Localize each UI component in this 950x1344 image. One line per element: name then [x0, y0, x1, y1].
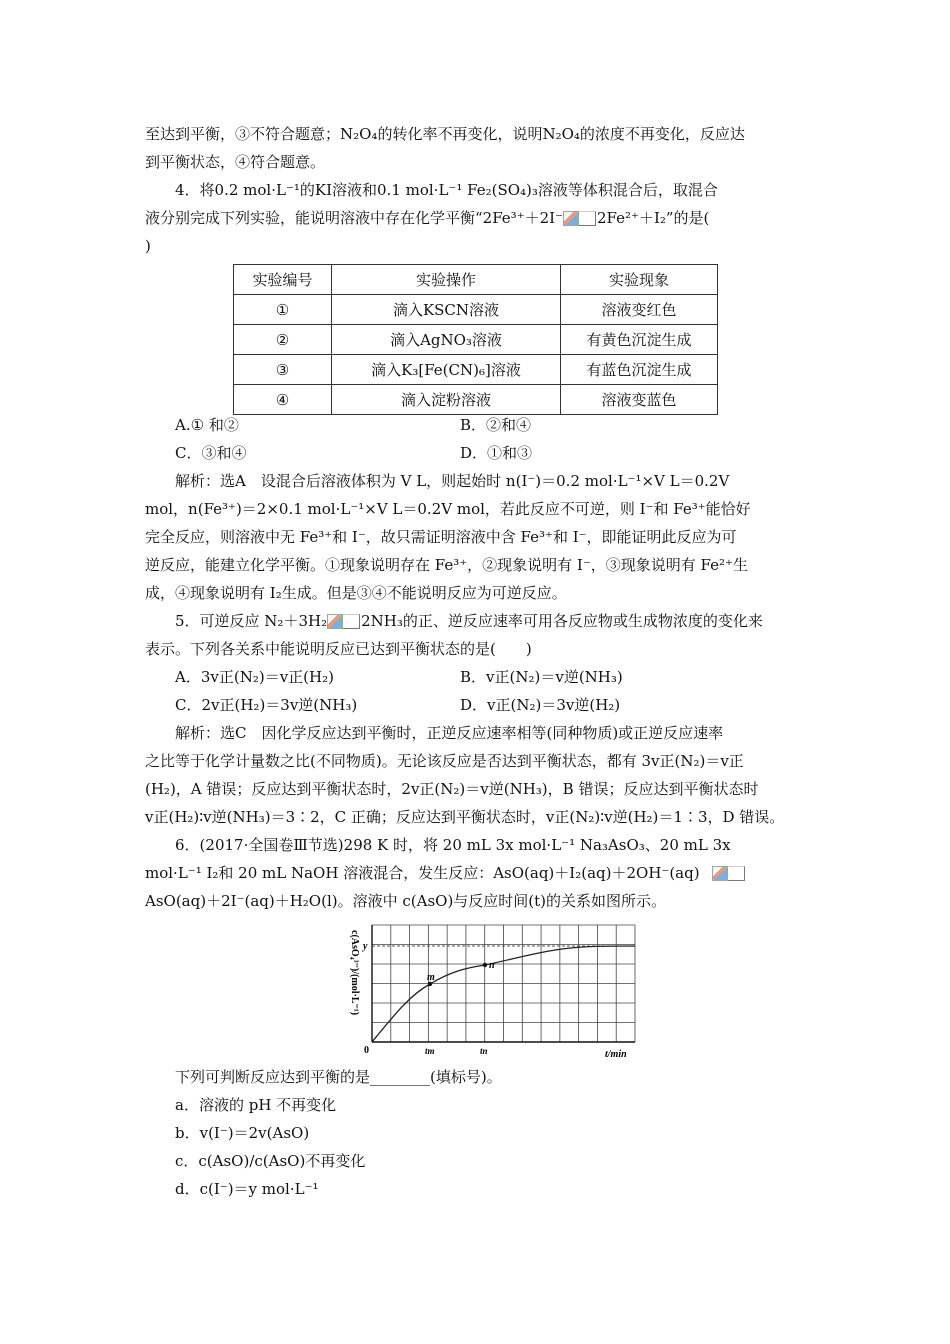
text-line: 之比等于化学计量数之比(不同物质)。无论该反应是否达到平衡状态，都有 3v正(N₂)＝v正	[145, 752, 744, 770]
text-span: 2NH₃的正、逆反应速率可用各反应物或生成物浓度的变化来	[361, 612, 763, 630]
chart-grid	[372, 925, 635, 1042]
table-row	[234, 385, 718, 415]
table-cell: 滴入淀粉溶液	[332, 385, 561, 415]
text-line: mol，n(Fe³⁺)＝2×0.1 mol·L⁻¹×V L＝0.2V mol，若此反应不可逆，则 I⁻和 Fe³⁺能恰好	[145, 500, 751, 518]
table-row	[234, 295, 718, 325]
solution-5: 解析：选C 因化学反应达到平衡时，正逆反应速率相等(同种物质)或正逆反应速率	[175, 724, 724, 742]
table-header: 实验操作	[332, 265, 561, 295]
table-row	[234, 325, 718, 355]
origin-label: 0	[364, 1045, 369, 1056]
table-header: 实验现象	[561, 265, 718, 295]
y-axis-label: c(AsO₄³⁻)/(mol·L⁻¹)	[349, 930, 360, 1016]
text-line: 完全反应，则溶液中无 Fe³⁺和 I⁻，故只需证明溶液中含 Fe³⁺和 I⁻，即能证明此反应为可	[145, 528, 737, 546]
option-b: B．②和④	[460, 416, 532, 434]
option-b: B．v正(N₂)＝v逆(NH₃)	[460, 668, 623, 686]
text-span: mol·L⁻¹ I₂和 20 mL NaOH 溶液混合，发生反应：AsO(aq)＋I₂(aq)＋2OH⁻(aq)	[145, 864, 700, 882]
text-line: AsO(aq)＋2I⁻(aq)＋H₂O(l)。溶液中 c(AsO)与反应时间(t)的关系如图所示。	[145, 892, 667, 910]
point-label-n: n	[489, 960, 495, 971]
text-line: 表示。下列各关系中能说明反应已达到平衡状态的是( )	[145, 640, 532, 658]
option-d: D．①和③	[460, 444, 533, 462]
tick-label-tn: tn	[480, 1046, 488, 1056]
text-span: 2Fe²⁺＋I₂”的是(	[597, 209, 710, 227]
table-cell: 滴入AgNO₃溶液	[332, 325, 561, 355]
choice-c: c．c(AsO)/c(AsO)不再变化	[175, 1152, 366, 1170]
text-line: v正(H₂)∶v逆(NH₃)＝3∶2，C 正确；反应达到平衡状态时，v正(N₂)∶v逆(H₂)＝1∶3，D 错误。	[145, 808, 785, 826]
table-cell: 溶液变蓝色	[561, 385, 718, 415]
x-axis-label: t/min	[605, 1049, 627, 1060]
text-line: (H₂)，A 错误；反应达到平衡状态时，2v正(N₂)＝v逆(NH₃)，B 错误；反应达到平衡状态时	[145, 780, 759, 798]
solution-4: 解析：选A 设混合后溶液体积为 V L，则起始时 n(I⁻)＝0.2 mol·L⁻¹×V L＝0.2V	[175, 472, 730, 490]
table-cell: 溶液变红色	[561, 295, 718, 325]
point-n	[483, 963, 487, 967]
table-cell: ①	[234, 295, 332, 325]
equilibrium-arrow-icon	[712, 866, 746, 880]
question-6-line	[145, 863, 810, 883]
point-label-m: m	[427, 972, 435, 983]
table-cell: ③	[234, 355, 332, 385]
tick-label-tm: tm	[425, 1046, 435, 1056]
choice-d: d．c(I⁻)＝y mol·L⁻¹	[175, 1180, 319, 1198]
table-cell: ④	[234, 385, 332, 415]
text-span: 液分别完成下列实验，能说明溶液中存在化学平衡“2Fe³⁺＋2I⁻	[145, 209, 563, 227]
option-a: A.① 和②	[175, 416, 239, 434]
table-cell: ②	[234, 325, 332, 355]
y-mark-label: y	[363, 941, 368, 952]
question-5	[175, 611, 810, 631]
equilibrium-arrow-icon	[563, 211, 597, 225]
table-header: 实验编号	[234, 265, 332, 295]
table-row	[234, 355, 718, 385]
table-cell: 滴入KSCN溶液	[332, 295, 561, 325]
question-6: 6．(2017·全国卷Ⅲ节选)298 K 时，将 20 mL 3x mol·L⁻¹ Na₃AsO₃、20 mL 3x	[175, 836, 731, 854]
text-line: 下列可判断反应达到平衡的是________(填标号)。	[175, 1068, 502, 1086]
table-cell: 有黄色沉淀生成	[561, 325, 718, 355]
table-cell: 滴入K₃[Fe(CN)₆]溶液	[332, 355, 561, 385]
option-a: A．3v正(N₂)＝v正(H₂)	[175, 668, 334, 686]
question-4-line	[145, 208, 810, 228]
choice-a: a．溶液的 pH 不再变化	[175, 1096, 337, 1114]
text-line: 至达到平衡，③不符合题意；N₂O₄的转化率不再变化，说明N₂O₄的浓度不再变化，反应达	[145, 125, 745, 143]
question-4: 4．将0.2 mol·L⁻¹的KI溶液和0.1 mol·L⁻¹ Fe₂(SO₄)₃溶液等体积混合后，取混合	[175, 181, 718, 199]
text-span: 5．可逆反应 N₂＋3H₂	[175, 612, 328, 630]
equilibrium-arrow-icon	[327, 614, 361, 628]
text-line: 到平衡状态，④符合题意。	[145, 153, 326, 171]
choice-b: b．v(I⁻)＝2v(AsO)	[175, 1124, 310, 1142]
table-cell: 有蓝色沉淀生成	[561, 355, 718, 385]
option-d: D．v正(N₂)＝3v逆(H₂)	[460, 696, 621, 714]
concentration-time-graph	[335, 922, 645, 1062]
option-c: C．③和④	[175, 444, 247, 462]
option-c: C．2v正(H₂)＝3v逆(NH₃)	[175, 696, 358, 714]
text-line: 成，④现象说明有 I₂生成。但是③④不能说明反应为可逆反应。	[145, 584, 567, 602]
text-line: )	[145, 237, 151, 255]
experiment-table	[233, 264, 718, 415]
text-line: 逆反应，能建立化学平衡。①现象说明存在 Fe³⁺，②现象说明有 I⁻，③现象说明有 Fe²⁺生	[145, 556, 748, 574]
